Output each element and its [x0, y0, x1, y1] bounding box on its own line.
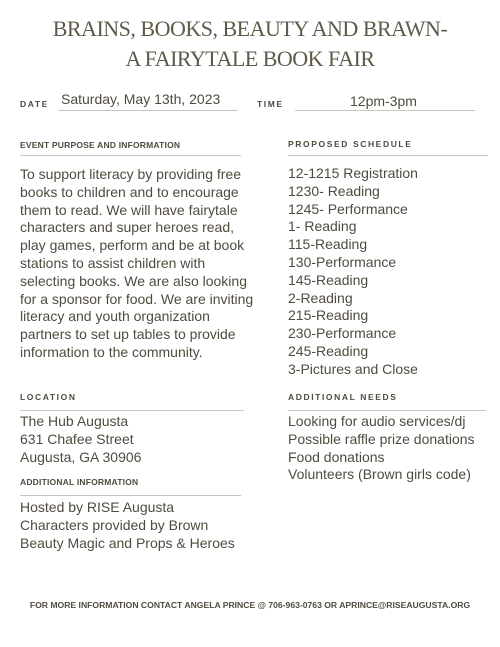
additional-info-line: Hosted by RISE Augusta	[20, 499, 175, 515]
additional-info-line: Characters provided by Brown	[20, 516, 209, 533]
page-title-line-2: A FAIRYTALE BOOK FAIR	[125, 46, 375, 71]
time-label: TIME	[257, 99, 284, 109]
needs-item: Looking for audio services/dj	[288, 413, 466, 429]
schedule-underline	[288, 155, 488, 156]
additional-needs-underline	[288, 410, 486, 411]
date-value: Saturday, May 13th, 2023	[61, 91, 221, 107]
schedule-item: 145-Reading	[288, 271, 369, 288]
location-line: 631 Chafee Street	[20, 430, 134, 447]
date-label: DATE	[20, 99, 49, 109]
schedule-item: 245-Reading	[288, 342, 369, 359]
needs-item: Volunteers (Brown girls code)	[288, 466, 471, 483]
location-line: The Hub Augusta	[20, 413, 129, 429]
date-underline	[58, 110, 238, 111]
schedule-item: 1245- Performance	[288, 200, 408, 217]
event-purpose-underline	[20, 155, 241, 156]
time-value: 12pm-3pm	[350, 93, 417, 109]
page-title-line-1: BRAINS, BOOKS, BEAUTY AND BRAWN-	[52, 16, 448, 41]
schedule-item: 2-Reading	[288, 289, 353, 306]
schedule-item: 12-1215 Registration	[288, 165, 418, 181]
location-line: Augusta, GA 30906	[20, 448, 142, 465]
location-block	[20, 413, 141, 466]
additional-info-line: Beauty Magic and Props & Heroes	[20, 534, 235, 551]
additional-info-label: ADDITIONAL INFORMATION	[20, 477, 139, 487]
schedule-item: 215-Reading	[288, 307, 369, 324]
schedule-item: 130-Performance	[288, 253, 397, 270]
needs-item: Food donations	[288, 448, 385, 465]
location-label: LOCATION	[20, 392, 77, 402]
schedule-item: 230-Performance	[288, 325, 397, 342]
needs-item: Possible raffle prize donations	[288, 430, 475, 447]
schedule-item: 3-Pictures and Close	[288, 360, 418, 377]
schedule-label: PROPOSED SCHEDULE	[288, 139, 413, 149]
additional-info-block	[20, 499, 235, 552]
additional-info-underline	[20, 495, 241, 496]
schedule-list	[288, 165, 418, 379]
event-purpose-label: EVENT PURPOSE AND INFORMATION	[20, 140, 181, 150]
additional-needs-list	[288, 413, 475, 484]
event-purpose-text: To support literacy by providing free books to children and to encourage them to read. We will have fairytale characters and super heroes read, play games, perform and be at book stations to assist children with selecting books. We are also looking for a sponsor for food. We are inviting literacy and youth organization partners to set up tables to provide information to the community.	[20, 166, 254, 360]
schedule-item: 1- Reading	[288, 218, 357, 235]
schedule-item: 1230- Reading	[288, 182, 380, 199]
contact-footer: FOR MORE INFORMATION CONTACT ANGELA PRINCE @ 706-963-0763 OR APRINCE@RISEAUGUSTA.ORG	[29, 600, 471, 610]
additional-needs-label: ADDITIONAL NEEDS	[288, 392, 398, 402]
time-underline	[295, 110, 475, 111]
schedule-item: 115-Reading	[288, 236, 368, 253]
location-underline	[20, 410, 244, 411]
